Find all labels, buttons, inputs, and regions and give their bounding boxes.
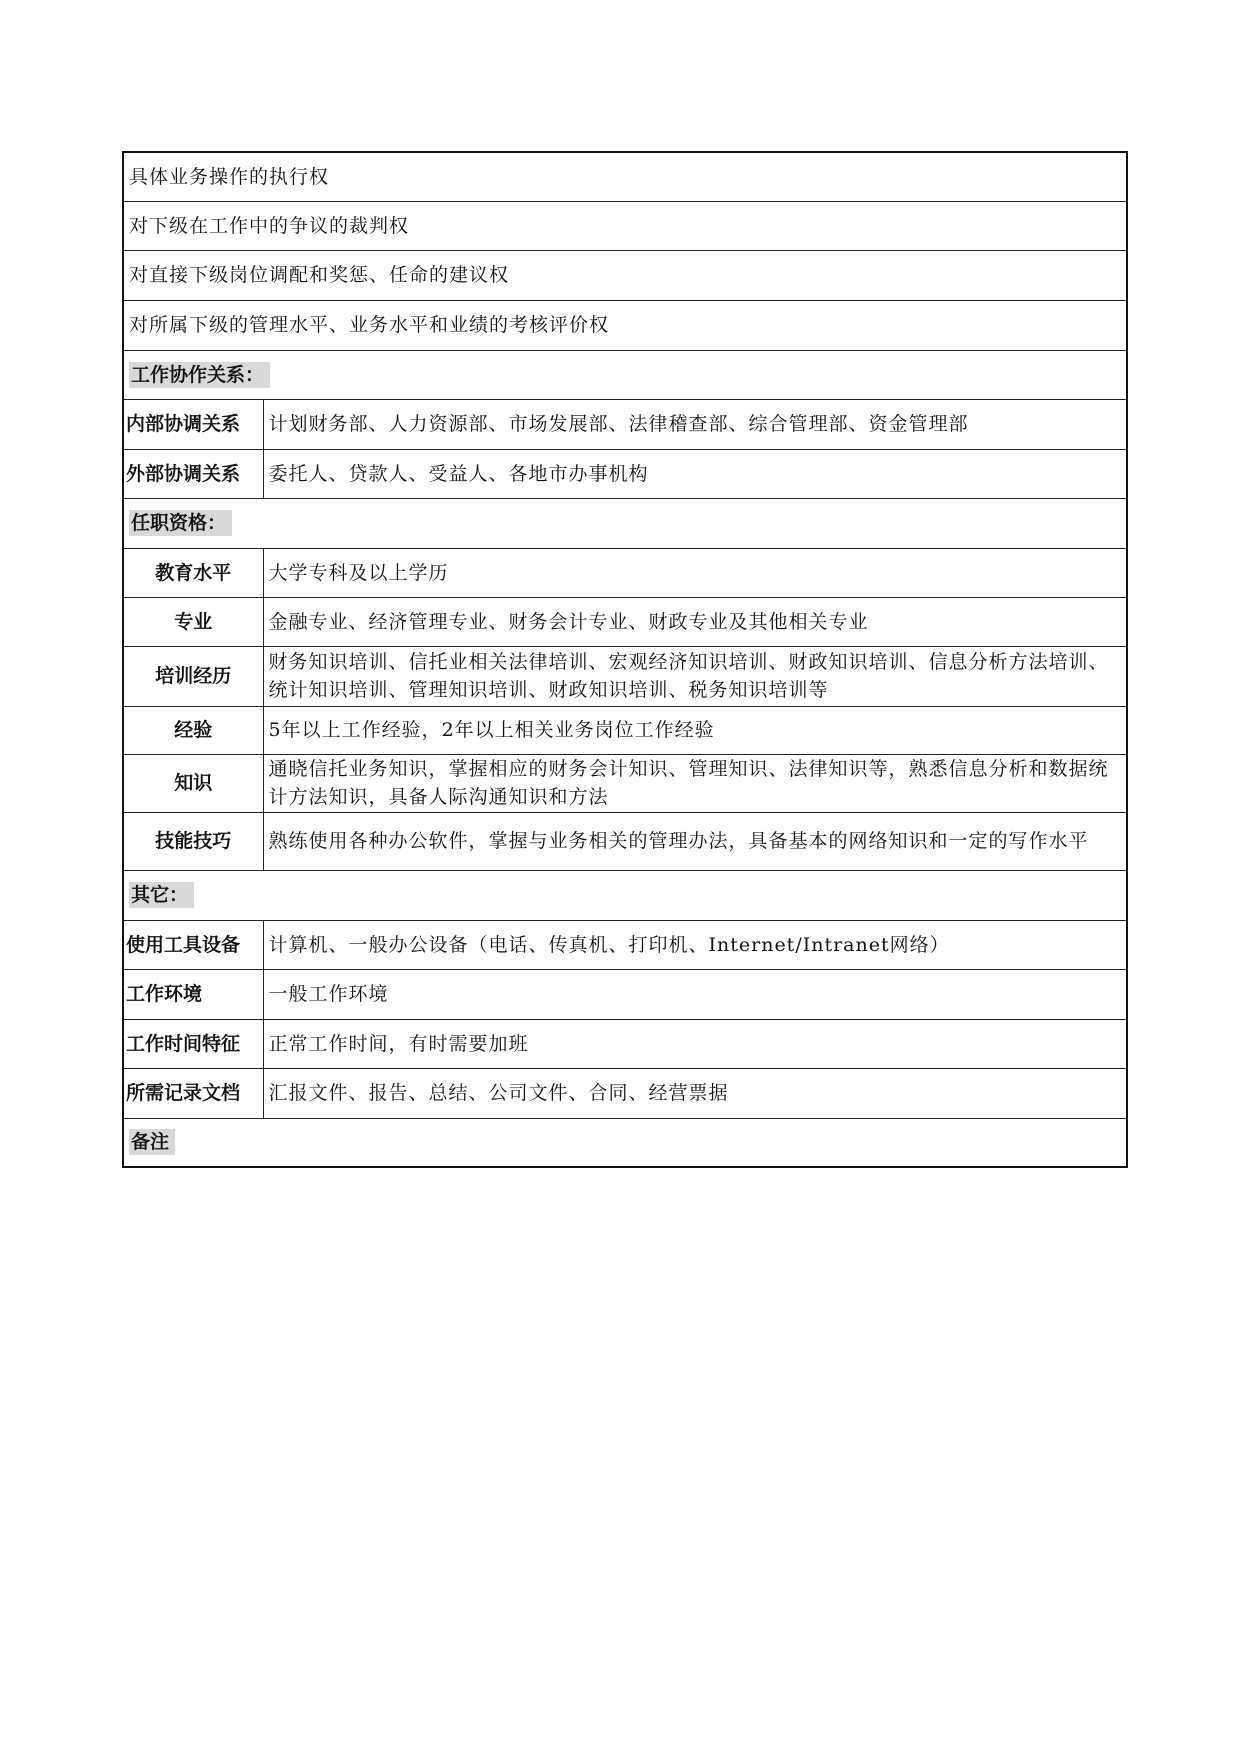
- field-label: 工作环境: [123, 969, 263, 1019]
- field-value: 计划财务部、人力资源部、市场发展部、法律稽查部、综合管理部、资金管理部: [263, 399, 1127, 449]
- field-value: 委托人、贷款人、受益人、各地市办事机构: [263, 449, 1127, 498]
- field-row: [123, 754, 1127, 812]
- field-row: [123, 706, 1127, 754]
- field-value: 5年以上工作经验，2年以上相关业务岗位工作经验: [263, 706, 1127, 754]
- field-label: 培训经历: [123, 646, 263, 706]
- section-header-qualifications: [123, 498, 1127, 548]
- section-title: 工作协作关系：: [129, 362, 270, 388]
- field-label: 工作时间特征: [123, 1019, 263, 1068]
- field-row: [123, 920, 1127, 969]
- authority-cell: 对所属下级的管理水平、业务水平和业绩的考核评价权: [123, 300, 1127, 350]
- field-label: 内部协调关系: [123, 399, 263, 449]
- authority-cell: 对下级在工作中的争议的裁判权: [123, 201, 1127, 250]
- field-value: 金融专业、经济管理专业、财务会计专业、财政专业及其他相关专业: [263, 597, 1127, 646]
- section-header-row: [123, 350, 1127, 399]
- field-row: [123, 1068, 1127, 1118]
- section-title: 备注: [129, 1129, 175, 1155]
- section-header-cooperation: [123, 350, 1127, 399]
- field-label: 所需记录文档: [123, 1068, 263, 1118]
- section-header-row: [123, 498, 1127, 548]
- field-value: 汇报文件、报告、总结、公司文件、合同、经营票据: [263, 1068, 1127, 1118]
- field-value: 一般工作环境: [263, 969, 1127, 1019]
- field-value: 熟练使用各种办公软件，掌握与业务相关的管理办法，具备基本的网络知识和一定的写作水平: [263, 812, 1127, 870]
- field-label: 专业: [123, 597, 263, 646]
- section-header-other: [123, 870, 1127, 920]
- field-label: 外部协调关系: [123, 449, 263, 498]
- field-row: [123, 449, 1127, 498]
- field-row: [123, 1019, 1127, 1068]
- field-label: 经验: [123, 706, 263, 754]
- field-row: [123, 548, 1127, 597]
- field-label: 知识: [123, 754, 263, 812]
- authority-cell: 具体业务操作的执行权: [123, 152, 1127, 201]
- section-header-remarks: [123, 1118, 1127, 1167]
- field-label: 教育水平: [123, 548, 263, 597]
- field-row: [123, 646, 1127, 706]
- job-description-table: [122, 151, 1128, 1168]
- field-value: 正常工作时间，有时需要加班: [263, 1019, 1127, 1068]
- field-label: 技能技巧: [123, 812, 263, 870]
- section-title: 任职资格：: [129, 510, 232, 536]
- authority-row: [123, 300, 1127, 350]
- field-row: [123, 812, 1127, 870]
- authority-row: [123, 250, 1127, 300]
- field-value: 大学专科及以上学历: [263, 548, 1127, 597]
- field-value: 通晓信托业务知识，掌握相应的财务会计知识、管理知识、法律知识等，熟悉信息分析和数据统计方法知识，具备人际沟通知识和方法: [263, 754, 1127, 812]
- section-header-row: [123, 1118, 1127, 1167]
- field-row: [123, 399, 1127, 449]
- field-value: 财务知识培训、信托业相关法律培训、宏观经济知识培训、财政知识培训、信息分析方法培训、统计知识培训、管理知识培训、财政知识培训、税务知识培训等: [263, 646, 1127, 706]
- authority-row: [123, 201, 1127, 250]
- field-label: 使用工具设备: [123, 920, 263, 969]
- field-row: [123, 969, 1127, 1019]
- section-title: 其它：: [129, 882, 194, 908]
- authority-cell: 对直接下级岗位调配和奖惩、任命的建议权: [123, 250, 1127, 300]
- field-value: 计算机、一般办公设备（电话、传真机、打印机、Internet/Intranet网络）: [263, 920, 1127, 969]
- authority-row: [123, 152, 1127, 201]
- section-header-row: [123, 870, 1127, 920]
- field-row: [123, 597, 1127, 646]
